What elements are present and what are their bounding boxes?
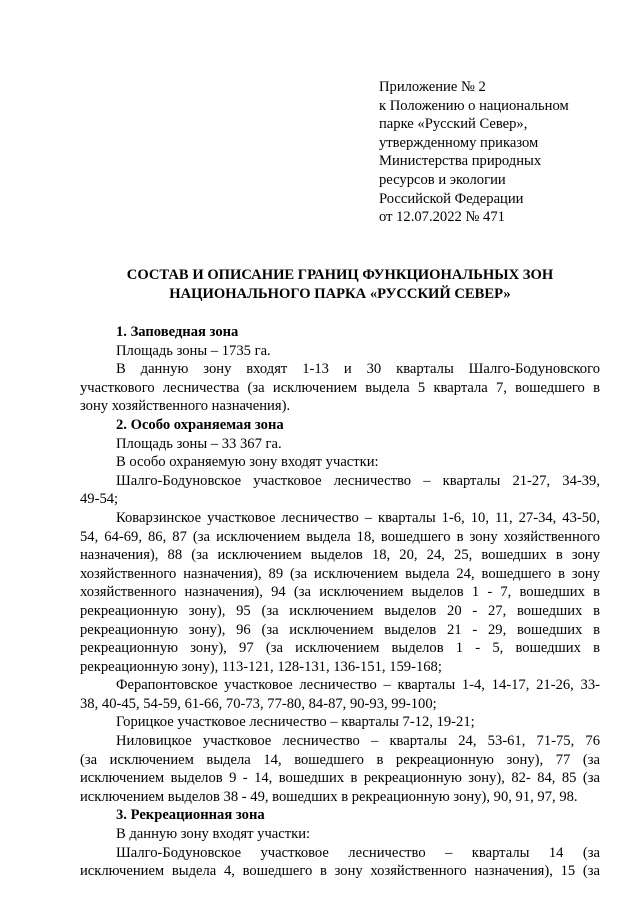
paragraph-line: Коварзинское участковое лесничество – кварталы 1-6, 10, 11, 27-34, 43-50, bbox=[116, 509, 600, 526]
paragraph-line: рекреационную зону), 113-121, 128-131, 136-151, 159-168; bbox=[80, 658, 442, 675]
paragraph-line: (за исключением выдела 14, вошедшего в рекреационную зону), 77 (за bbox=[80, 751, 600, 768]
appendix-line: к Положению о национальном bbox=[379, 97, 569, 114]
paragraph-line: Горицкое участковое лесничество – кварталы 7-12, 19-21; bbox=[116, 714, 475, 731]
section-heading-recreation: 3. Рекреационная зона bbox=[116, 807, 265, 824]
paragraph-line: рекреационную зону), 97 (за исключением выделов 1 - 5, вошедших в bbox=[80, 640, 600, 657]
appendix-line: Приложение № 2 bbox=[379, 79, 486, 95]
appendix-line: ресурсов и экологии bbox=[379, 171, 506, 188]
paragraph-line: участкового лесничества (за исключением выдела 5 квартала 7, вошедшего в bbox=[80, 379, 600, 396]
paragraph-line: В данную зону входят 1-13 и 30 кварталы Шалго-Бодуновского bbox=[116, 361, 600, 378]
appendix-line: Министерства природных bbox=[379, 153, 542, 170]
title-line-1: СОСТАВ И ОПИСАНИЕ ГРАНИЦ ФУНКЦИОНАЛЬНЫХ ЗОН bbox=[126, 267, 554, 283]
paragraph-line: 38, 40-45, 54-59, 61-66, 70-73, 77-80, 84-87, 90-93, 99-100; bbox=[80, 695, 437, 712]
paragraph-line: Ферапонтовское участковое лесничество – кварталы 1-4, 14-17, 21-26, 33- bbox=[116, 677, 600, 694]
paragraph-line: хозяйственного назначения), 89 (за исключением выдела 24, вошедшего в зону bbox=[80, 565, 600, 582]
paragraph-line: 54, 64-69, 86, 87 (за исключением выдела 18, вошедшего в зону хозяйственного bbox=[80, 528, 600, 545]
paragraph-line: исключением выдела 4, вошедшего в зону хозяйственного назначения), 15 (за bbox=[80, 863, 600, 880]
paragraph-line: Шалго-Бодуновское участковое лесничество – кварталы 21-27, 34-39, bbox=[116, 472, 600, 489]
document-title bbox=[40, 266, 640, 303]
appendix-line: Российской Федерации bbox=[379, 190, 524, 207]
appendix-line: от 12.07.2022 № 471 bbox=[379, 209, 505, 226]
paragraph-line: В данную зону входят участки: bbox=[116, 826, 311, 843]
title-line-2: НАЦИОНАЛЬНОГО ПАРКА «РУССКИЙ СЕВЕР» bbox=[169, 285, 511, 302]
paragraph-line: назначения), 88 (за исключением выделов 18, 20, 24, 25, вошедших в зону bbox=[80, 547, 600, 564]
zone-area: Площадь зоны – 1735 га. bbox=[116, 342, 271, 359]
document-body bbox=[80, 323, 600, 881]
paragraph-line: зону хозяйственного назначения). bbox=[80, 398, 291, 415]
paragraph-line: рекреационную зону), 95 (за исключением выделов 20 - 27, вошедших в bbox=[80, 602, 600, 619]
paragraph-line: хозяйственного назначения), 94 (за исключением выделов 1 - 7, вошедших в bbox=[80, 584, 600, 601]
paragraph-line: В особо охраняемую зону входят участки: bbox=[116, 454, 379, 471]
paragraph-line: исключением выделов 38 - 49, вошедших в рекреационную зону), 90, 91, 97, 98. bbox=[80, 788, 578, 805]
paragraph-line: Шалго-Бодуновское участковое лесничество – кварталы 14 (за bbox=[116, 844, 600, 861]
paragraph-line: рекреационную зону), 96 (за исключением выделов 21 - 29, вошедших в bbox=[80, 621, 600, 638]
paragraph-line: Ниловицкое участковое лесничество – кварталы 24, 53-61, 71-75, 76 bbox=[116, 733, 600, 750]
paragraph-line: 49-54; bbox=[80, 491, 119, 508]
section-heading-reserve: 1. Заповедная зона bbox=[116, 324, 239, 340]
section-heading-protected: 2. Особо охраняемая зона bbox=[116, 416, 284, 433]
appendix-line: парке «Русский Север», bbox=[379, 116, 528, 133]
appendix-block bbox=[379, 78, 629, 227]
appendix-line: утвержденному приказом bbox=[379, 134, 539, 151]
zone-area: Площадь зоны – 33 367 га. bbox=[116, 435, 282, 452]
paragraph-line: исключением выделов 9 - 14, вошедших в рекреационную зону), 82- 84, 85 (за bbox=[80, 770, 600, 787]
